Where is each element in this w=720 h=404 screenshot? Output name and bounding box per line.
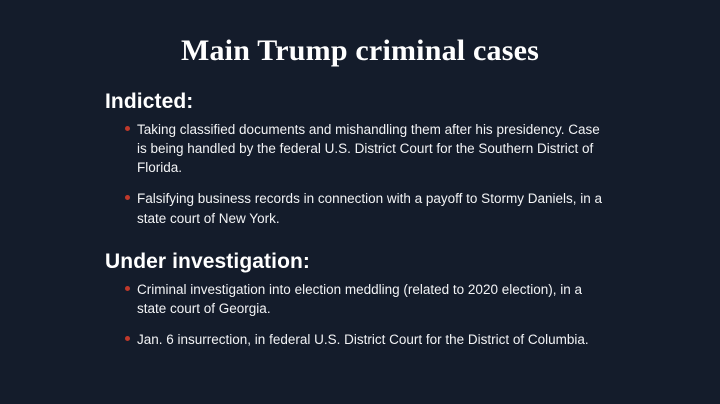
list-item xyxy=(125,280,607,318)
bullet-dot-icon xyxy=(125,195,130,200)
section-indicted xyxy=(0,68,720,228)
list-item xyxy=(125,189,607,227)
bullet-dot-icon xyxy=(125,126,130,131)
list-item xyxy=(125,330,607,349)
page-title: Main Trump criminal cases xyxy=(180,34,540,67)
section-heading-indicted: Indicted: xyxy=(105,90,194,113)
bullet-list-under-investigation xyxy=(105,280,680,349)
bullet-dot-icon xyxy=(125,286,130,291)
list-item-text: Criminal investigation into election meddling (related to 2020 election), in a state court of Georgia. xyxy=(137,281,582,316)
section-under-investigation xyxy=(0,228,720,349)
list-item-text: Taking classified documents and mishandling them after his presidency. Case is being handled by the federal U.S. District Court for the Southern District of Florida. xyxy=(137,122,600,176)
list-item xyxy=(125,120,607,177)
bullet-dot-icon xyxy=(125,336,130,341)
list-item-text: Falsifying business records in connection with a payoff to Stormy Daniels, in a state court of New York. xyxy=(137,191,602,226)
section-heading-under-investigation: Under investigation: xyxy=(105,249,311,273)
list-item-text: Jan. 6 insurrection, in federal U.S. District Court for the District of Columbia. xyxy=(137,332,589,348)
bullet-list-indicted xyxy=(105,120,680,228)
